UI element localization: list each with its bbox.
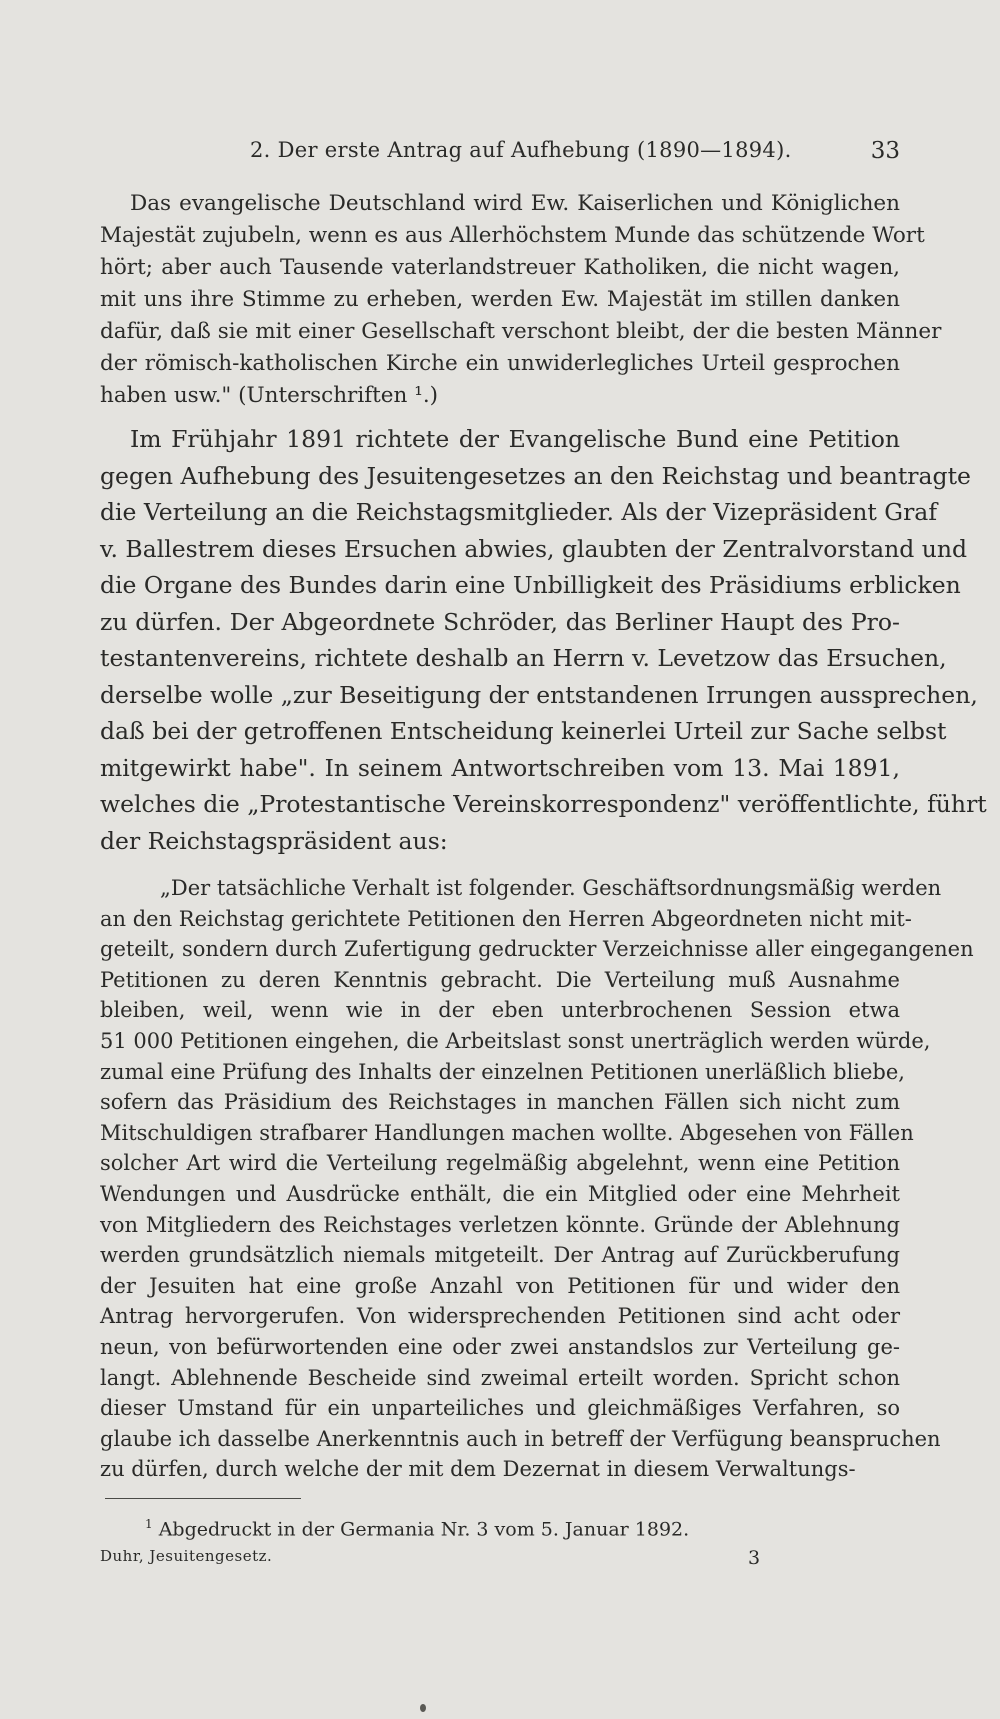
text-line: gegen Aufhebung des Jesuitengesetzes an den Reichstag und beantragte [100, 461, 971, 490]
paper-speck [420, 1704, 426, 1712]
text-line: der Reichstagspräsident aus: [100, 826, 448, 855]
text-line: bleiben, weil, wenn wie in der eben unterbrochenen Session etwa [100, 998, 900, 1023]
text-line: dafür, daß sie mit einer Gesellschaft verschont bleibt, der die besten Männer [100, 319, 942, 344]
paragraph-main [100, 421, 987, 859]
text-line: mitgewirkt habe". In seinem Antwortschreiben vom 13. Mai 1891, [100, 753, 900, 782]
text-line: Majestät zujubeln, wenn es aus Allerhöchstem Munde das schützende Wort [100, 223, 925, 248]
text-line: welches die „Protestantische Vereinskorrespondenz" veröffentlichte, führt [100, 790, 987, 818]
text-line: sofern das Präsidium des Reichstages in manchen Fällen sich nicht zum [100, 1090, 900, 1115]
text-line: zu dürfen. Der Abgeordnete Schröder, das Berliner Haupt des Pro- [100, 607, 900, 636]
text-line: Mitschuldigen strafbarer Handlungen machen wollte. Abgesehen von Fällen [100, 1120, 914, 1145]
signature-mark: Duhr, Jesuitengesetz. [100, 1547, 273, 1565]
block-quote [100, 873, 974, 1485]
text-line: solcher Art wird die Verteilung regelmäßig abgelehnt, wenn eine Petition [100, 1151, 900, 1176]
text-line: derselbe wolle „zur Beseitigung der entstandenen Irrungen aussprechen, [100, 680, 978, 709]
running-head: 2. Der erste Antrag auf Aufhebung (1890—1894). [250, 138, 792, 162]
text-line: glaube ich dasselbe Anerkenntnis auch in betreff der Verfügung beanspruchen [100, 1426, 941, 1451]
footnote-divider [105, 1498, 301, 1499]
text-line: mit uns ihre Stimme zu erheben, werden Ew. Majestät im stillen danken [100, 287, 900, 312]
text-line: der römisch-katholischen Kirche ein unwiderlegliches Urteil gesprochen [100, 351, 900, 376]
text-line: v. Ballestrem dieses Ersuchen abwies, glaubten der Zentralvorstand und [100, 534, 968, 563]
page-number: 33 [870, 138, 900, 164]
text-line: hört; aber auch Tausende vaterlandstreuer Katholiken, die nicht wagen, [100, 255, 900, 280]
text-line: an den Reichstag gerichtete Petitionen den Herren Abgeordneten nicht mit- [100, 906, 912, 931]
text-line: der Jesuiten hat eine große Anzahl von Petitionen für und wider den [100, 1273, 900, 1298]
body-text [100, 188, 987, 1485]
text-line: die Organe des Bundes darin eine Unbilligkeit des Präsidiums erblicken [100, 571, 961, 599]
text-line: werden grundsätzlich niemals mitgeteilt. Der Antrag auf Zurückberufung [100, 1243, 900, 1268]
sheet-number: 3 [748, 1547, 761, 1569]
page-header [100, 138, 900, 168]
text-line: langt. Ablehnende Bescheide sind zweimal erteilt worden. Spricht schon [100, 1365, 900, 1390]
text-line: „Der tatsächliche Verhalt ist folgender. Geschäftsordnungsmäßig werden [160, 876, 942, 900]
text-line: 51 000 Petitionen eingehen, die Arbeitslast sonst unerträglich werden würde, [100, 1028, 931, 1053]
text-line: Im Frühjahr 1891 richtete der Evangelische Bund eine Petition [130, 425, 900, 453]
text-line: zu dürfen, durch welche der mit dem Dezernat in diesem Verwaltungs- [100, 1457, 856, 1482]
text-line: zumal eine Prüfung des Inhalts der einzelnen Petitionen unerläßlich bliebe, [100, 1059, 905, 1084]
text-line: Wendungen und Ausdrücke enthält, die ein Mitglied oder eine Mehrheit [100, 1181, 900, 1206]
footnote-text: Abgedruckt in der Germania Nr. 3 vom 5. Januar 1892. [158, 1518, 690, 1541]
text-line: dieser Umstand für ein unparteiliches und gleichmäßiges Verfahren, so [100, 1396, 900, 1421]
text-line: geteilt, sondern durch Zufertigung gedruckter Verzeichnisse aller eingegangenen [100, 937, 974, 962]
paragraph-quote-end [100, 188, 942, 412]
text-line: daß bei der getroffenen Entscheidung keinerlei Urteil zur Sache selbst [100, 717, 947, 745]
text-line: neun, von befürwortenden eine oder zwei anstandslos zur Verteilung ge- [100, 1334, 900, 1359]
text-line: Petitionen zu deren Kenntnis gebracht. Die Verteilung muß Ausnahme [100, 967, 900, 992]
footnote-marker: 1 [145, 1517, 153, 1531]
footnote [145, 1517, 689, 1540]
text-line: die Verteilung an die Reichstagsmitglieder. Als der Vizepräsident Graf [100, 498, 938, 526]
text-line: Antrag hervorgerufen. Von widersprechenden Petitionen sind acht oder [100, 1304, 900, 1329]
text-line: testantenvereins, richtete deshalb an Herrn v. Levetzow das Ersuchen, [100, 644, 947, 672]
text-line: von Mitgliedern des Reichstages verletzen könnte. Gründe der Ablehnung [100, 1212, 900, 1237]
text-line: Das evangelische Deutschland wird Ew. Kaiserlichen und Königlichen [130, 191, 900, 216]
text-line: haben usw." (Unterschriften ¹.) [100, 383, 439, 408]
